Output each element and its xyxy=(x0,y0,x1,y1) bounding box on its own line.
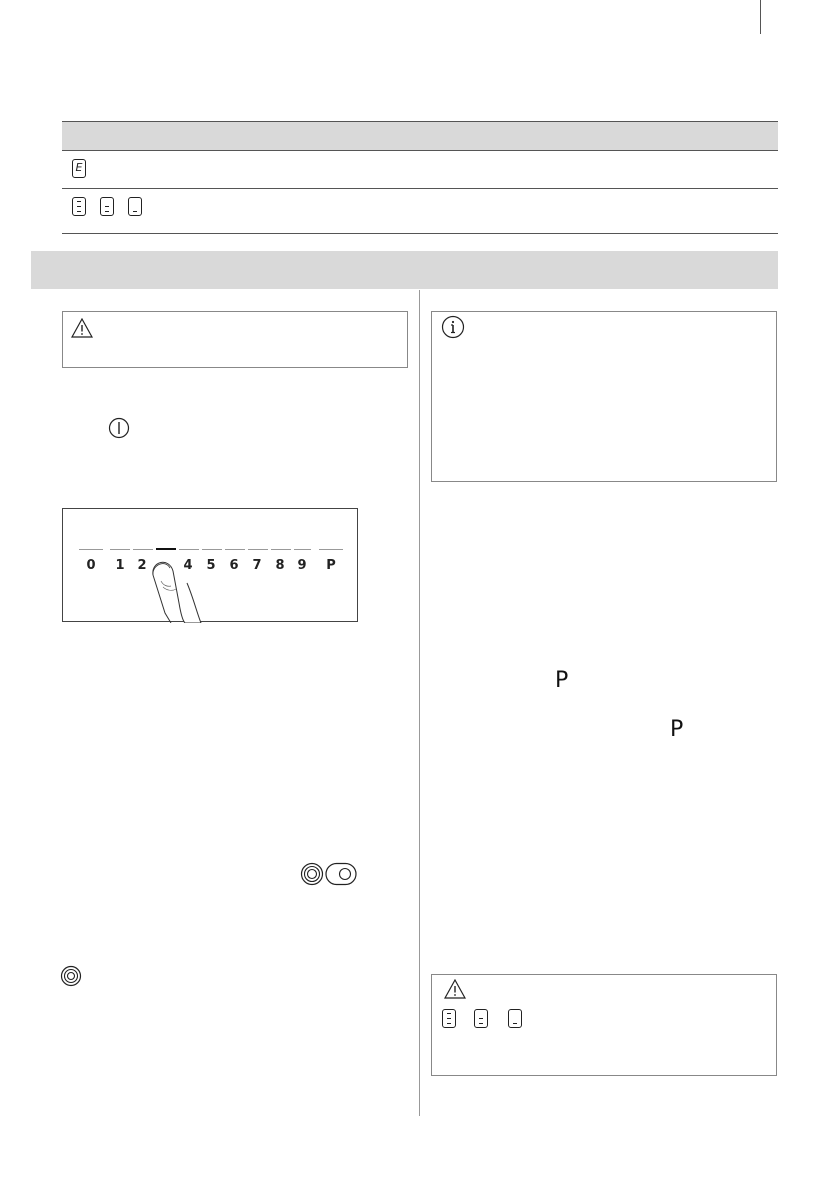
slider-label: 4 xyxy=(183,558,193,573)
slider-segment xyxy=(319,549,343,550)
slider-label: 8 xyxy=(275,558,285,573)
slider-segment xyxy=(225,549,245,550)
column-divider xyxy=(419,290,420,1116)
warning-triangle-icon xyxy=(71,318,93,338)
slider-segment-active xyxy=(156,548,176,550)
info-box xyxy=(431,311,777,482)
section-header-bar xyxy=(31,251,778,289)
slider-segment xyxy=(110,549,130,550)
slider-segment xyxy=(79,549,103,550)
error-symbol: E xyxy=(75,161,83,174)
residual-heat-medium-icon xyxy=(100,197,114,216)
residual-heat-high-icon xyxy=(442,1009,456,1028)
error-E-display-icon xyxy=(72,159,86,178)
page-corner-line xyxy=(760,0,761,34)
slider-segment xyxy=(271,549,291,550)
slider-segment xyxy=(202,549,222,550)
slider-label: P xyxy=(326,558,336,573)
slider-label: 9 xyxy=(297,558,307,573)
slider-label: 2 xyxy=(137,558,147,573)
table-header-row xyxy=(62,121,778,151)
slider-segment xyxy=(133,549,153,550)
warning-triangle-icon xyxy=(444,979,466,999)
slider-label: 1 xyxy=(115,558,125,573)
control-slider-illustration xyxy=(62,508,358,622)
residual-heat-low-icon xyxy=(128,197,142,216)
slider-label: 6 xyxy=(229,558,239,573)
warning-box xyxy=(431,974,777,1076)
slider-label: 7 xyxy=(252,558,262,573)
slider-segment xyxy=(179,549,199,550)
single-zone-ring-icon xyxy=(60,965,82,987)
on-off-icon xyxy=(108,417,130,439)
slider-label: 5 xyxy=(206,558,216,573)
zone-outline-icon xyxy=(325,862,357,886)
info-circle-icon xyxy=(441,315,465,339)
table-row xyxy=(62,151,778,189)
residual-heat-low-icon xyxy=(508,1009,522,1028)
slider-label: 0 xyxy=(86,558,96,573)
table-row xyxy=(62,189,778,234)
residual-heat-medium-icon xyxy=(474,1009,488,1028)
finger-icon xyxy=(143,553,213,623)
boost-p-symbol: P xyxy=(670,717,684,742)
slider-segment xyxy=(294,549,311,550)
slider-segment xyxy=(248,549,268,550)
double-zone-ring-icon xyxy=(300,862,324,886)
boost-p-symbol: P xyxy=(555,668,569,693)
residual-heat-high-icon xyxy=(72,197,86,216)
warning-box xyxy=(62,311,408,368)
